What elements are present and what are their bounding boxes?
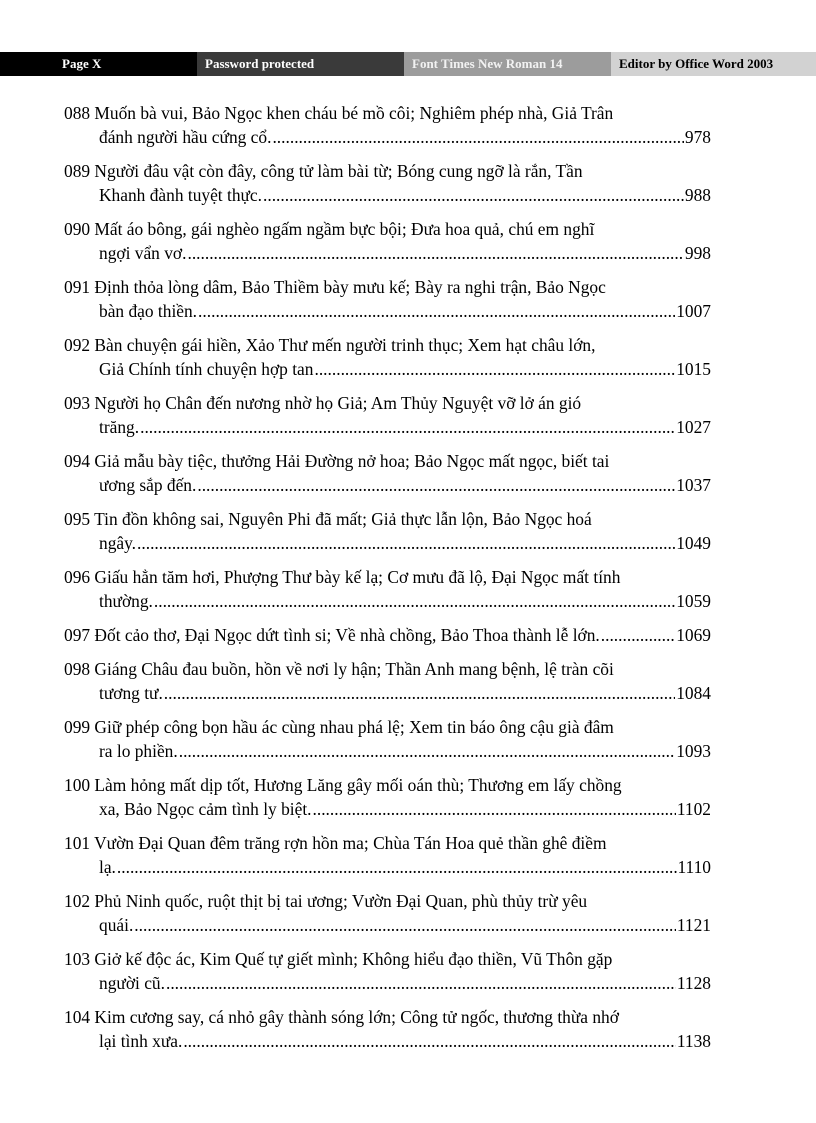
toc-entry-104[interactable]: [64, 1005, 711, 1053]
toc-entry-title: 101 Vườn Đại Quan đêm trăng rợn hồn ma; Chùa Tán Hoa quẻ thần ghê điềm: [64, 833, 607, 853]
dot-leader: [154, 589, 675, 613]
dot-leader: [601, 623, 675, 647]
toc-entry-title: 097 Đốt cảo thơ, Đại Ngọc dứt tình si; Về nhà chồng, Bảo Thoa thành lễ lớn.: [64, 625, 600, 645]
dot-leader: [134, 913, 676, 937]
toc-entry-096[interactable]: [64, 565, 711, 613]
header-font-label: Font Times New Roman 14: [404, 52, 611, 76]
dot-leader: [179, 739, 676, 763]
dot-leader: [313, 797, 676, 821]
toc-entry-title-cont: lạ.: [99, 857, 116, 877]
toc-entry-title-cont: thường.: [99, 591, 153, 611]
toc-entry-title-cont: ra lo phiền.: [99, 741, 178, 761]
toc-entry-title: 093 Người họ Chân đến nương nhờ họ Giả; Am Thủy Nguyệt vỡ lở án gió: [64, 393, 582, 413]
toc-page-number: 1110: [677, 857, 711, 877]
toc-page-number: 1128: [676, 973, 711, 993]
toc-entry-098[interactable]: [64, 657, 711, 705]
toc-page-number: 998: [684, 243, 711, 263]
toc-entry-090[interactable]: [64, 217, 711, 265]
toc-page-number: 1049: [676, 533, 711, 553]
toc-page-number: 978: [684, 127, 711, 147]
toc-page-number: 1069: [676, 625, 711, 645]
toc-entry-title-cont: lại tình xưa.: [99, 1031, 183, 1051]
toc-page-number: 1121: [676, 915, 711, 935]
toc-entry-title: 088 Muốn bà vui, Bảo Ngọc khen cháu bé mồ côi; Nghiêm phép nhà, Giả Trân: [64, 103, 614, 123]
toc-entry-title: 089 Người đâu vật còn đây, công tử làm bài từ; Bóng cung ngỡ là rắn, Tần: [64, 161, 583, 181]
toc-entry-091[interactable]: [64, 275, 711, 323]
toc-entry-095[interactable]: [64, 507, 711, 555]
toc-page-number: 1138: [676, 1031, 711, 1051]
toc-entry-title-cont: người cũ.: [99, 973, 165, 993]
toc-entry-title: 090 Mất áo bông, gái nghèo ngấm ngầm bực bội; Đưa hoa quả, chú em nghĩ: [64, 219, 595, 239]
toc-entry-title-cont: xa, Bảo Ngọc cảm tình ly biệt.: [99, 799, 312, 819]
toc-entry-title-cont: đánh người hầu cứng cổ.: [99, 127, 272, 147]
dot-leader: [140, 415, 675, 439]
toc-entry-title-cont: trăng.: [99, 417, 140, 437]
toc-entry-title: 092 Bàn chuyện gái hiền, Xảo Thư mến người trinh thục; Xem hạt châu lớn,: [64, 335, 596, 355]
toc-page-number: 1084: [676, 683, 711, 703]
toc-page-number: 1037: [676, 475, 711, 495]
toc-entry-097[interactable]: [64, 623, 711, 647]
toc-entry-title-cont: quái.: [99, 915, 134, 935]
dot-leader: [272, 125, 683, 149]
toc-page-number: 1093: [676, 741, 711, 761]
page-header-bar: [0, 52, 816, 76]
toc-entry-title: 104 Kim cương say, cá nhỏ gây thành sóng lớn; Công tử ngốc, thương thừa nhớ: [64, 1007, 619, 1027]
header-page-label: Page X: [0, 52, 197, 76]
toc-entry-101[interactable]: [64, 831, 711, 879]
toc-entry-title-cont: ngây.: [99, 533, 137, 553]
toc-entry-title-cont: Giả Chính tính chuyện hợp tan: [99, 359, 314, 379]
dot-leader: [137, 531, 675, 555]
toc-entry-089[interactable]: [64, 159, 711, 207]
toc-entry-093[interactable]: [64, 391, 711, 439]
dot-leader: [197, 473, 675, 497]
toc-page-number: 1059: [676, 591, 711, 611]
toc-entry-title: 095 Tin đồn không sai, Nguyên Phi đã mất; Giả thực lẫn lộn, Bảo Ngọc hoá: [64, 509, 592, 529]
toc-entry-title-cont: Khanh đành tuyệt thực.: [99, 185, 263, 205]
table-of-contents: [64, 101, 711, 1063]
toc-entry-title: 091 Định thỏa lòng dâm, Bảo Thiềm bày mưu kế; Bày ra nghi trận, Bảo Ngọc: [64, 277, 606, 297]
toc-entry-094[interactable]: [64, 449, 711, 497]
header-editor-label: Editor by Office Word 2003: [611, 52, 816, 76]
toc-entry-title: 096 Giấu hẳn tăm hơi, Phượng Thư bày kế lạ; Cơ mưu đã lộ, Đại Ngọc mất tính: [64, 567, 621, 587]
dot-leader: [166, 971, 676, 995]
header-password-label: Password protected: [197, 52, 404, 76]
toc-page-number: 1102: [676, 799, 711, 819]
toc-page-number: 1007: [676, 301, 711, 321]
toc-entry-092[interactable]: [64, 333, 711, 381]
dot-leader: [164, 681, 675, 705]
toc-entry-title-cont: ngợi vẩn vơ.: [99, 243, 187, 263]
dot-leader: [198, 299, 675, 323]
dot-leader: [117, 855, 677, 879]
dot-leader: [314, 357, 675, 381]
toc-entry-title-cont: bàn đạo thiền.: [99, 301, 198, 321]
dot-leader: [263, 183, 684, 207]
toc-entry-title-cont: tương tư.: [99, 683, 163, 703]
toc-page-number: 1027: [676, 417, 711, 437]
dot-leader: [187, 241, 683, 265]
toc-entry-title: 100 Làm hỏng mất dịp tốt, Hương Lăng gây mối oán thù; Thương em lấy chồng: [64, 775, 622, 795]
toc-entry-088[interactable]: [64, 101, 711, 149]
toc-page-number: 1015: [676, 359, 711, 379]
toc-page-number: 988: [684, 185, 711, 205]
toc-entry-103[interactable]: [64, 947, 711, 995]
dot-leader: [183, 1029, 676, 1053]
toc-entry-title: 103 Giở kế độc ác, Kim Quế tự giết mình; Không hiểu đạo thiền, Vũ Thôn gặp: [64, 949, 613, 969]
toc-entry-title: 102 Phủ Ninh quốc, ruột thịt bị tai ương; Vườn Đại Quan, phù thủy trừ yêu: [64, 891, 588, 911]
toc-entry-title-cont: ương sắp đến.: [99, 475, 197, 495]
toc-entry-100[interactable]: [64, 773, 711, 821]
toc-entry-102[interactable]: [64, 889, 711, 937]
toc-entry-title: 094 Giả mẫu bày tiệc, thưởng Hải Đường nở hoa; Bảo Ngọc mất ngọc, biết tai: [64, 451, 610, 471]
toc-entry-title: 099 Giữ phép công bọn hầu ác cùng nhau phá lệ; Xem tin báo ông cậu già đâm: [64, 717, 614, 737]
toc-entry-title: 098 Giáng Châu đau buồn, hồn về nơi ly hận; Thần Anh mang bệnh, lệ tràn cõi: [64, 659, 614, 679]
toc-entry-099[interactable]: [64, 715, 711, 763]
